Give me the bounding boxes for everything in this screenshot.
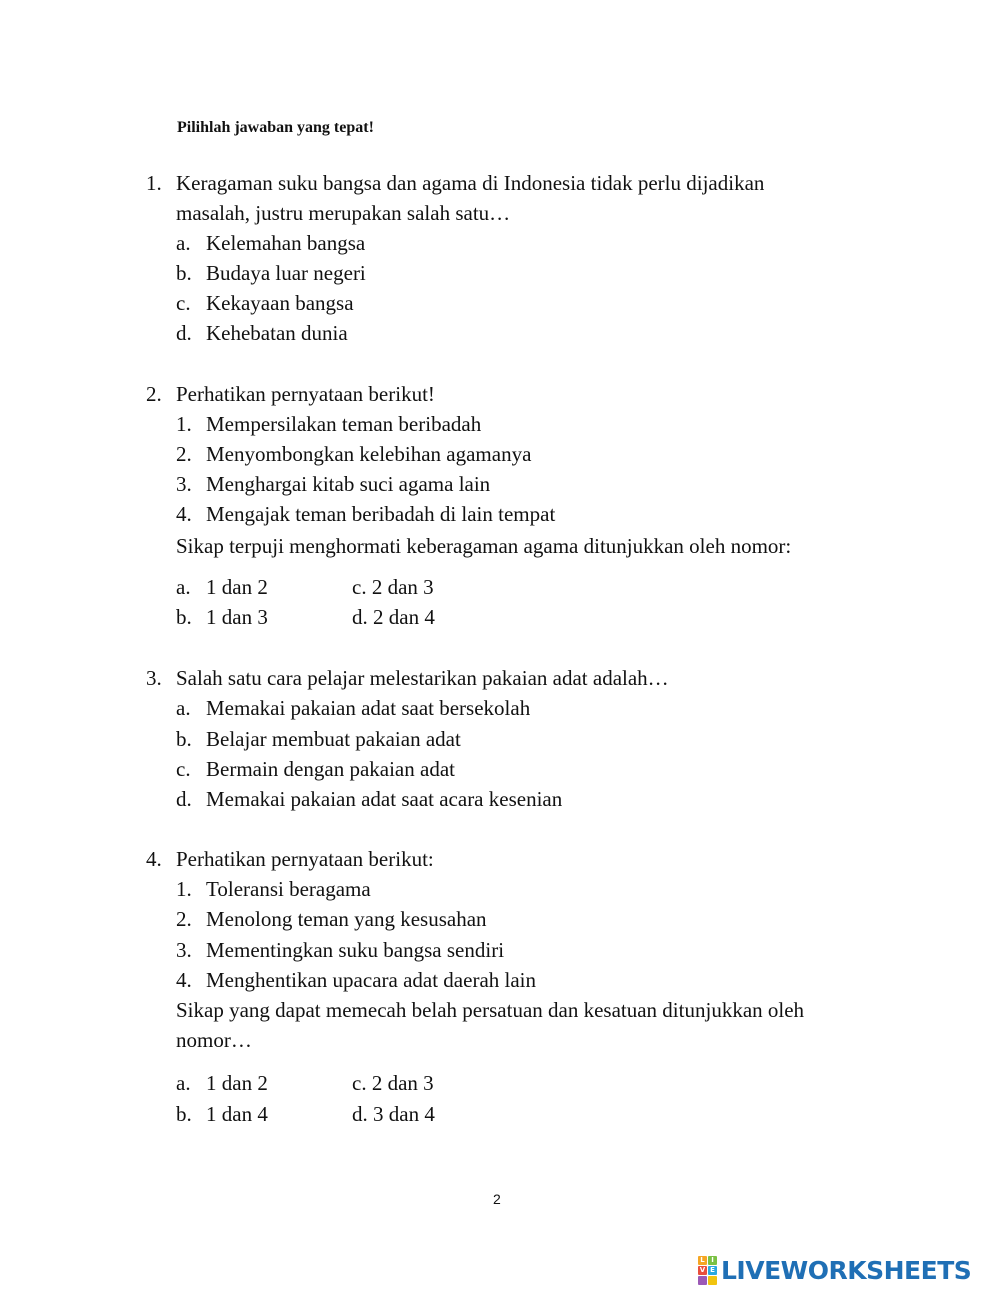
liveworksheets-icon bbox=[698, 1256, 717, 1285]
option-label: a. bbox=[176, 1071, 191, 1095]
statement-text: Mempersilakan teman beribadah bbox=[206, 412, 482, 436]
question-text-line: Keragaman suku bangsa dan agama di Indonesia tidak perlu dijadikan bbox=[176, 171, 765, 195]
option-text: 3 dan 4 bbox=[373, 1102, 435, 1126]
statement-label: 1. bbox=[176, 412, 192, 436]
logo-block: L bbox=[698, 1256, 707, 1265]
option-text: Bermain dengan pakaian adat bbox=[206, 757, 455, 781]
option-text: 1 dan 4 bbox=[206, 1102, 268, 1126]
logo-block: I bbox=[708, 1256, 717, 1265]
option-text: Memakai pakaian adat saat bersekolah bbox=[206, 696, 531, 720]
statement-label: 2. bbox=[176, 442, 192, 466]
statement-text: Menghargai kitab suci agama lain bbox=[206, 472, 491, 496]
option-label: c. bbox=[352, 575, 367, 599]
liveworksheets-logo[interactable] bbox=[698, 1255, 971, 1285]
question-number: 3. bbox=[146, 666, 162, 690]
question-number: 2. bbox=[146, 382, 162, 406]
option-text: Kehebatan dunia bbox=[206, 321, 348, 345]
question-prompt: Sikap yang dapat memecah belah persatuan dan kesatuan ditunjukkan oleh bbox=[176, 998, 805, 1022]
option-c[interactable] bbox=[352, 1071, 434, 1095]
option-c[interactable] bbox=[352, 575, 434, 599]
statement-text: Menyombongkan kelebihan agamanya bbox=[206, 442, 532, 466]
statement-label: 3. bbox=[176, 938, 192, 962]
question-prompt: nomor… bbox=[176, 1028, 252, 1052]
option-text: Belajar membuat pakaian adat bbox=[206, 727, 461, 751]
option-text: Kelemahan bangsa bbox=[206, 231, 366, 255]
option-label: d. bbox=[176, 321, 192, 345]
option-text: 2 dan 3 bbox=[371, 575, 434, 599]
option-d[interactable] bbox=[352, 1102, 435, 1126]
option-d[interactable] bbox=[352, 605, 435, 629]
option-text: 1 dan 3 bbox=[206, 605, 268, 629]
instruction-heading: Pilihlah jawaban yang tepat! bbox=[177, 119, 374, 136]
statement-text: Toleransi beragama bbox=[206, 877, 371, 901]
option-label: a. bbox=[176, 575, 191, 599]
option-text: 2 dan 4 bbox=[373, 605, 435, 629]
logo-block bbox=[698, 1276, 707, 1285]
statement-label: 4. bbox=[176, 968, 192, 992]
option-text: 1 dan 2 bbox=[206, 1071, 268, 1095]
option-text: 1 dan 2 bbox=[206, 575, 268, 599]
option-label: d. bbox=[176, 787, 192, 811]
statement-text: Menghentikan upacara adat daerah lain bbox=[206, 968, 537, 992]
logo-block: V bbox=[699, 1265, 706, 1274]
option-label: b. bbox=[176, 605, 192, 629]
logo-block: E bbox=[708, 1266, 717, 1275]
page-number: 2 bbox=[493, 1191, 501, 1207]
option-text: Budaya luar negeri bbox=[206, 261, 366, 285]
logo-text: LIVEWORKSHEETS bbox=[721, 1255, 972, 1285]
question-text-line: masalah, justru merupakan salah satu… bbox=[176, 201, 511, 225]
statement-text: Menolong teman yang kesusahan bbox=[206, 907, 487, 931]
option-label: b. bbox=[176, 1102, 192, 1126]
statement-label: 1. bbox=[176, 877, 192, 901]
option-label: a. bbox=[176, 696, 191, 720]
statement-text: Mementingkan suku bangsa sendiri bbox=[206, 938, 505, 962]
question-text-line: Perhatikan pernyataan berikut! bbox=[176, 382, 435, 406]
option-label: a. bbox=[176, 231, 191, 255]
question-prompt: Sikap terpuji menghormati keberagaman agama ditunjukkan oleh nomor: bbox=[176, 534, 792, 558]
option-text: Memakai pakaian adat saat acara kesenian bbox=[206, 787, 563, 811]
question-text-line: Salah satu cara pelajar melestarikan pakaian adat adalah… bbox=[176, 666, 669, 690]
statement-label: 4. bbox=[176, 502, 192, 526]
statement-label: 2. bbox=[176, 907, 192, 931]
option-label: b. bbox=[176, 727, 192, 751]
option-label: c. bbox=[352, 1071, 367, 1095]
option-label: d. bbox=[352, 1102, 368, 1126]
option-text: Kekayaan bangsa bbox=[206, 291, 354, 315]
option-label: d. bbox=[352, 605, 368, 629]
statement-label: 3. bbox=[176, 472, 192, 496]
option-label: b. bbox=[176, 261, 192, 285]
option-label: c. bbox=[176, 291, 191, 315]
statement-text: Mengajak teman beribadah di lain tempat bbox=[206, 502, 556, 526]
question-text-line: Perhatikan pernyataan berikut: bbox=[176, 847, 434, 871]
option-label: c. bbox=[176, 757, 191, 781]
option-text: 2 dan 3 bbox=[371, 1071, 434, 1095]
question-number: 4. bbox=[146, 847, 162, 871]
question-number: 1. bbox=[146, 171, 162, 195]
logo-block bbox=[708, 1276, 717, 1285]
